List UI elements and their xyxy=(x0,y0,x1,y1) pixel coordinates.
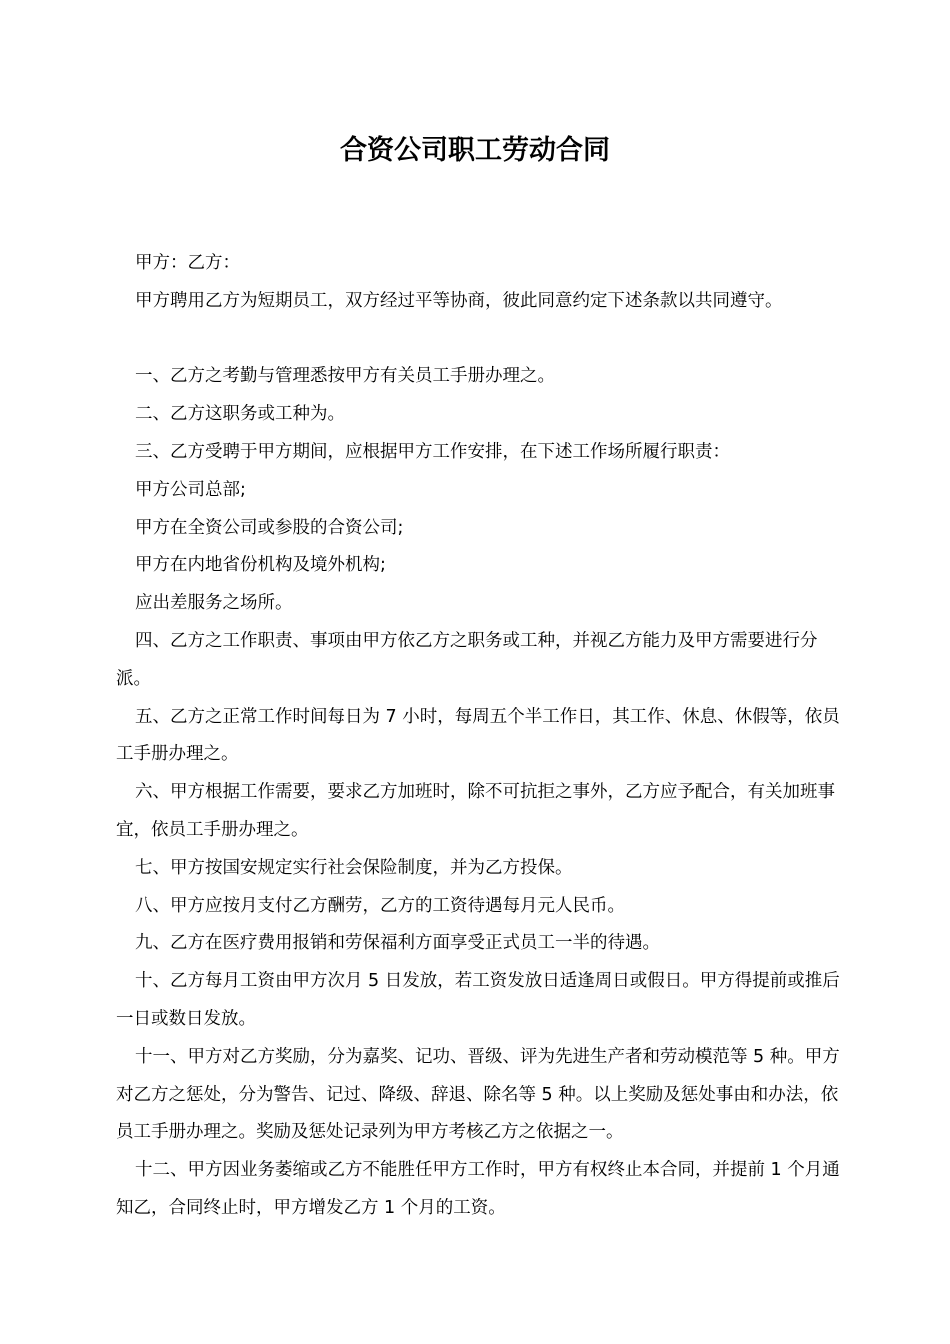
clause-3-item-3: 甲方在内地省份机构及境外机构; xyxy=(135,555,386,576)
clause-5: 五、乙方之正常工作时间每日为 7 小时，每周五个半工作日，其工作、休息、休假等，依员工手册办理之。 xyxy=(116,706,840,765)
clause-2: 二、乙方这职务或工种为。 xyxy=(135,404,345,425)
clause-6: 六、甲方根据工作需要，要求乙方加班时，除不可抗拒之事外，乙方应予配合，有关加班事宜，依员工手册办理之。 xyxy=(116,782,835,840)
clause-4: 四、乙方之工作职责、事项由甲方依乙方之职务或工种，并视乙方能力及甲方需要进行分派。 xyxy=(116,630,818,689)
party-line: 甲方：乙方： xyxy=(135,253,240,273)
document-title: 合资公司职工劳动合同 xyxy=(340,135,610,166)
clause-11: 十一、甲方对乙方奖励，分为嘉奖、记功、晋级、评为先进生产者和劳动模范等 5 种。甲方对乙方之惩处，分为警告、记过、降级、辞退、除名等 5 种。以上奖励及惩处事由和办法，依员工手册办理之。奖励及惩处记录列为甲方考核乙方之依据之一。 xyxy=(116,1046,840,1143)
clause-3-item-1: 甲方公司总部; xyxy=(135,479,246,500)
document-body xyxy=(116,245,840,1228)
clause-3-item-2: 甲方在全资公司或参股的合资公司; xyxy=(135,517,404,538)
clause-9: 九、乙方在医疗费用报销和劳保福利方面享受正式员工一半的待遇。 xyxy=(135,933,660,954)
clause-7: 七、甲方按国安规定实行社会保险制度，并为乙方投保。 xyxy=(135,857,573,878)
clause-3-item-4: 应出差服务之场所。 xyxy=(135,593,293,614)
clause-3: 三、乙方受聘于甲方期间，应根据甲方工作安排，在下述工作场所履行职责： xyxy=(135,441,730,462)
clause-8: 八、甲方应按月支付乙方酬劳，乙方的工资待遇每月元人民币。 xyxy=(135,895,625,916)
clause-1: 一、乙方之考勤与管理悉按甲方有关员工手册办理之。 xyxy=(135,366,555,387)
paragraph-gap xyxy=(116,321,840,359)
clause-12: 十二、甲方因业务萎缩或乙方不能胜任甲方工作时，甲方有权终止本合同，并提前 1 个月通知乙，合同终止时，甲方增发乙方 1 个月的工资。 xyxy=(116,1160,840,1218)
clause-10: 十、乙方每月工资由甲方次月 5 日发放，若工资发放日适逢周日或假日。甲方得提前或推后一日或数日发放。 xyxy=(116,971,840,1029)
preamble-paragraph: 甲方聘用乙方为短期员工，双方经过平等协商，彼此同意约定下述条款以共同遵守。 xyxy=(135,290,783,311)
